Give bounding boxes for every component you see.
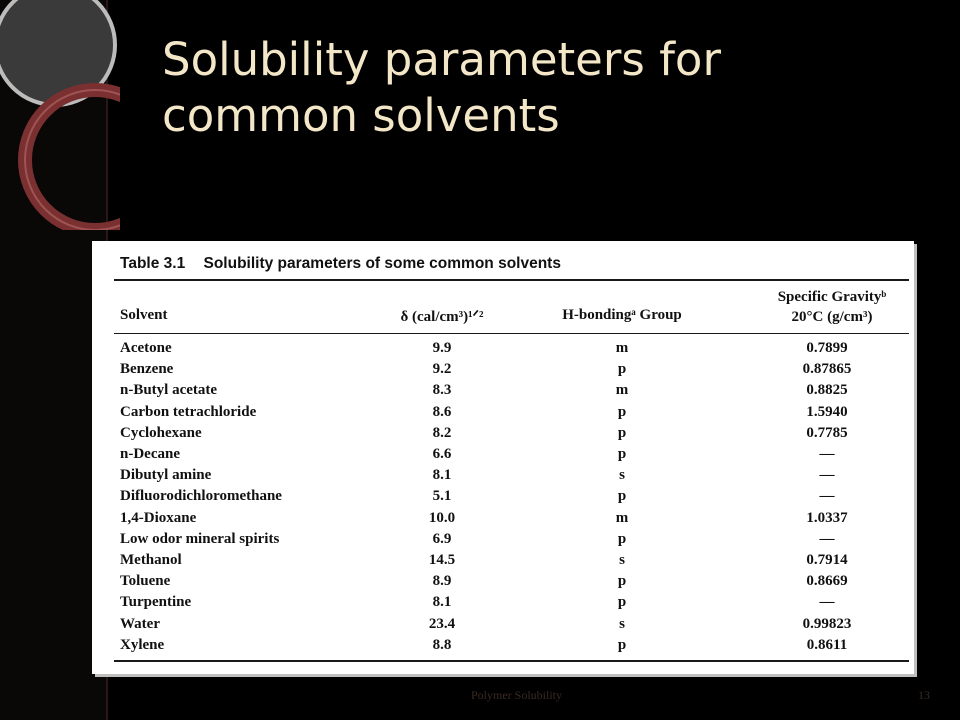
cell-delta: 8.8 (432, 636, 452, 653)
cell-solvent: Dibutyl amine (120, 467, 212, 484)
header-specific-gravity (757, 287, 907, 327)
cell-solvent: Xylene (120, 636, 165, 653)
cell-hbonding: m (615, 509, 629, 526)
table-row (92, 423, 914, 444)
cell-specific-gravity: 0.7899 (806, 340, 848, 356)
cell-specific-gravity: 0.99823 (802, 615, 852, 632)
cell-hbonding: p (617, 488, 627, 505)
cell-delta: 6.9 (432, 530, 452, 547)
decorative-rings (0, 0, 120, 230)
cell-solvent: Low odor mineral spirits (120, 530, 280, 547)
slide-title: Solubility parameters for common solvents (162, 33, 721, 142)
cell-delta: 6.6 (432, 446, 452, 462)
cell-specific-gravity: 0.8825 (806, 382, 848, 399)
cell-delta: 23.4 (428, 615, 456, 632)
header-hbonding: H-bondingᵃ Group (562, 307, 682, 323)
cell-specific-gravity: — (819, 594, 835, 611)
cell-delta: 8.1 (432, 467, 452, 484)
cell-delta: 5.1 (432, 488, 452, 505)
header-delta: δ (cal/cm³)¹ᐟ² (400, 309, 484, 325)
cell-specific-gravity: — (819, 530, 835, 547)
cell-solvent: Difluorodichloromethane (120, 488, 282, 505)
table-row (92, 402, 914, 423)
cell-delta: 8.9 (432, 573, 452, 590)
cell-specific-gravity: 0.87865 (802, 361, 852, 378)
cell-specific-gravity: 1.5940 (806, 403, 848, 420)
cell-hbonding: m (615, 382, 629, 399)
cell-solvent: Water (120, 615, 160, 632)
cell-delta: 9.2 (432, 361, 452, 378)
table-caption-label: Table 3.1 (120, 255, 186, 272)
table-row (92, 529, 914, 550)
slide-footer: Polymer Solubility (471, 688, 563, 702)
cell-delta: 8.6 (432, 403, 452, 420)
cell-solvent: n-Butyl acetate (120, 382, 218, 399)
cell-specific-gravity: 1.0337 (806, 509, 848, 526)
cell-hbonding: p (617, 403, 627, 420)
table-row (92, 338, 914, 359)
cell-solvent: Methanol (120, 552, 182, 568)
table-caption-text: Solubility parameters of some common solvents (203, 255, 561, 272)
cell-hbonding: m (615, 340, 629, 356)
page-number: 13 (918, 688, 930, 702)
table-row (92, 614, 914, 635)
red-ring-decoration (25, 90, 120, 230)
table-row (92, 444, 914, 465)
table-row (92, 486, 914, 507)
table-row (92, 592, 914, 613)
cell-specific-gravity: 0.7914 (806, 552, 848, 568)
cell-solvent: Carbon tetrachloride (120, 403, 257, 420)
cell-hbonding: s (619, 615, 625, 632)
cell-solvent: Benzene (120, 361, 174, 378)
cell-delta: 10.0 (428, 509, 456, 526)
table-row (92, 508, 914, 529)
cell-hbonding: p (617, 446, 627, 462)
table-row (92, 571, 914, 592)
cell-delta: 14.5 (428, 552, 456, 568)
cell-solvent: Turpentine (120, 594, 192, 611)
cell-specific-gravity: — (819, 467, 835, 484)
cell-hbonding: p (617, 530, 627, 547)
cell-hbonding: p (617, 573, 627, 590)
cell-hbonding: p (617, 424, 627, 441)
cell-solvent: 1,4-Dioxane (120, 509, 197, 526)
header-specific-gravity-line1: Specific Gravityᵇ (777, 289, 887, 305)
cell-hbonding: p (617, 594, 627, 611)
table-row (92, 380, 914, 401)
cell-solvent: Acetone (120, 340, 172, 356)
cell-solvent: Cyclohexane (120, 424, 202, 441)
table-row (92, 359, 914, 380)
cell-hbonding: s (619, 467, 625, 484)
cell-solvent: n-Decane (120, 446, 180, 462)
header-specific-gravity-line2: 20°C (g/cm³) (791, 309, 873, 325)
cell-delta: 8.1 (432, 594, 452, 611)
table-row (92, 550, 914, 571)
cell-delta: 9.9 (432, 340, 452, 356)
cell-hbonding: p (617, 361, 627, 378)
cell-specific-gravity: 0.7785 (806, 424, 848, 441)
cell-hbonding: s (619, 552, 625, 568)
table-header-row (92, 241, 914, 341)
table-bottom-rule (114, 660, 909, 662)
cell-delta: 8.3 (432, 382, 452, 399)
table-row (92, 465, 914, 486)
cell-specific-gravity: 0.8669 (806, 573, 848, 590)
table-row (92, 635, 914, 656)
cell-specific-gravity: — (819, 488, 835, 505)
cell-delta: 8.2 (432, 424, 452, 441)
cell-specific-gravity: 0.8611 (806, 636, 848, 653)
solubility-table (92, 241, 914, 674)
cell-specific-gravity: — (819, 446, 835, 462)
cell-hbonding: p (617, 636, 627, 653)
header-solvent: Solvent (120, 307, 168, 323)
cell-solvent: Toluene (120, 573, 171, 590)
table-header-rule (114, 333, 909, 334)
